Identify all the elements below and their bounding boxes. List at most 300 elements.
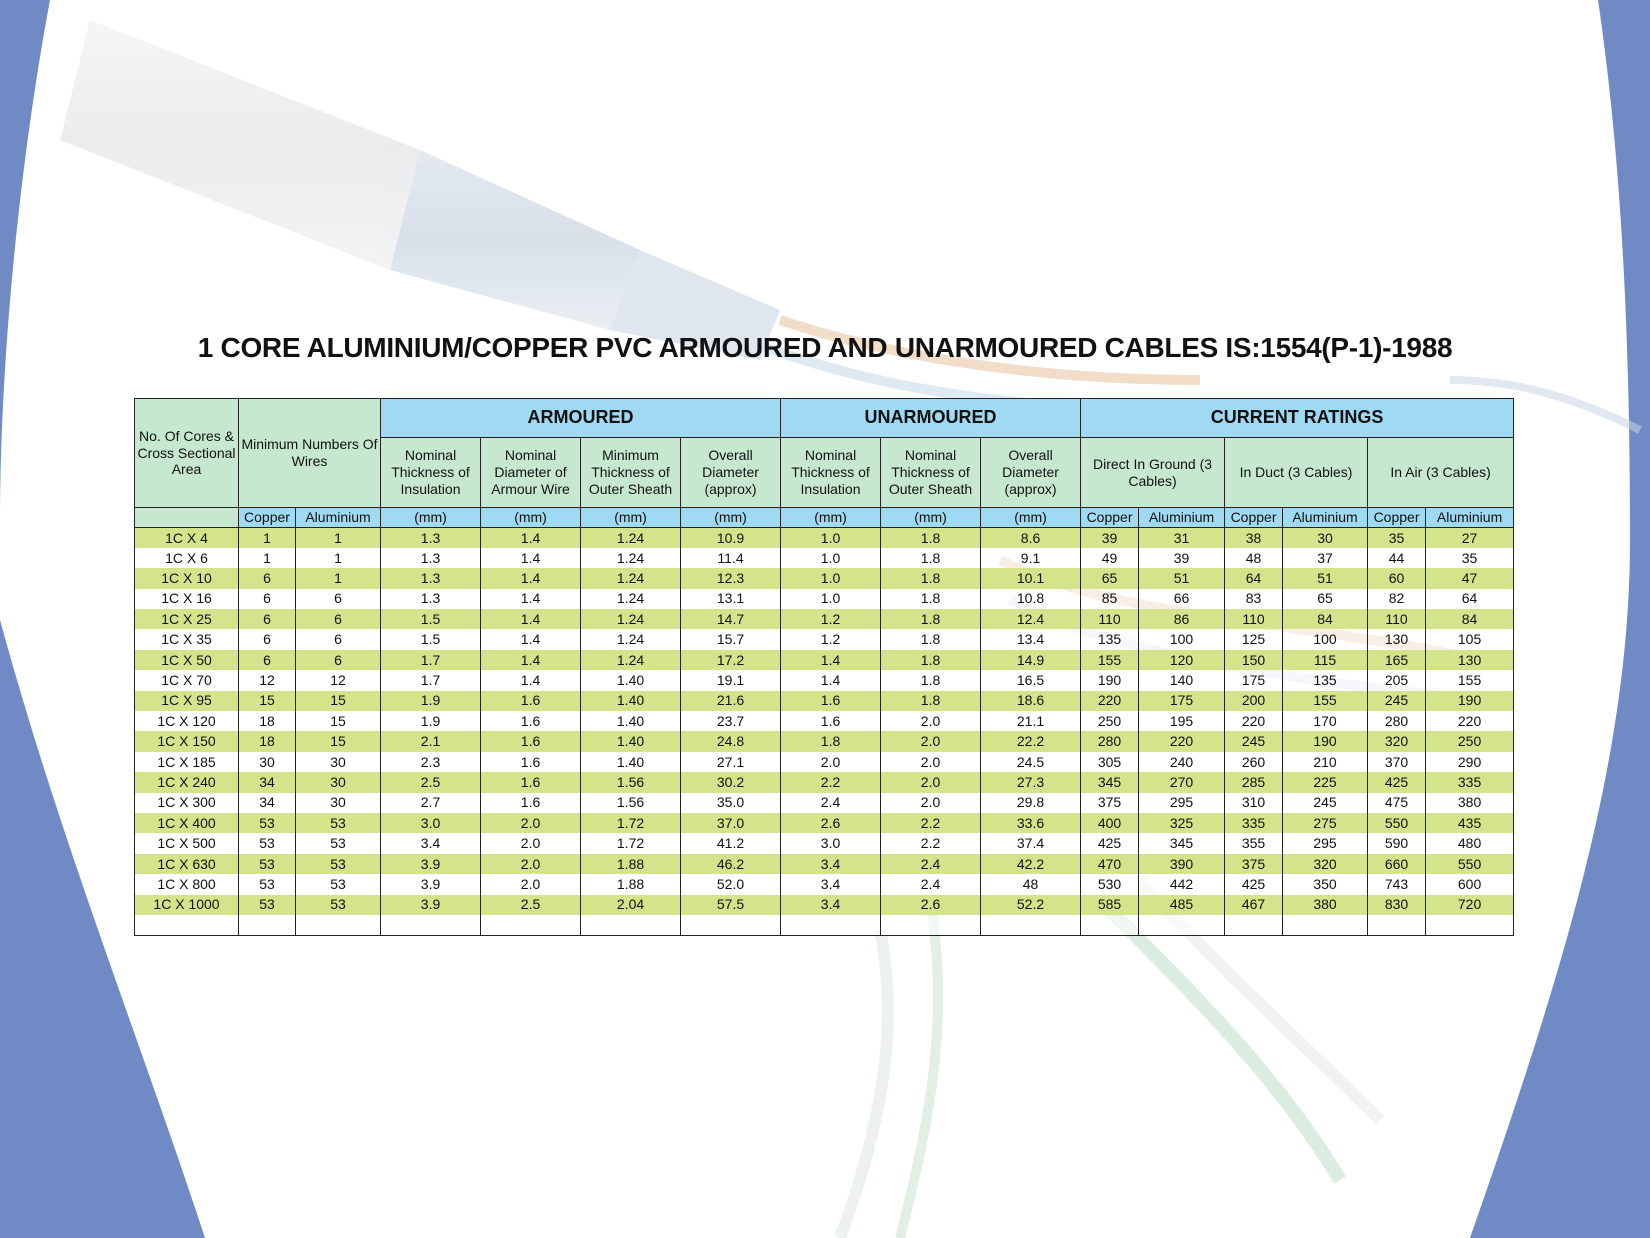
table-cell: 295 (1283, 833, 1368, 853)
table-cell: 1.4 (481, 568, 581, 588)
table-cell: 1.0 (781, 589, 881, 609)
table-cell: 110 (1368, 609, 1426, 629)
cell-size: 1C X 630 (135, 854, 239, 874)
table-cell: 27 (1426, 528, 1514, 548)
empty-cell (135, 915, 239, 935)
cell-size: 1C X 240 (135, 772, 239, 792)
table-cell: 53 (239, 874, 296, 894)
table-cell: 18 (239, 711, 296, 731)
table-cell: 1.40 (581, 670, 681, 690)
table-cell: 53 (239, 833, 296, 853)
table-row (135, 895, 1514, 915)
table-cell: 190 (1081, 670, 1139, 690)
cell-size: 1C X 500 (135, 833, 239, 853)
table-row (135, 629, 1514, 649)
table-cell: 220 (1081, 691, 1139, 711)
table-cell: 480 (1426, 833, 1514, 853)
table-cell: 6 (296, 629, 381, 649)
table-cell: 2.0 (781, 752, 881, 772)
table-cell: 470 (1081, 854, 1139, 874)
table-cell: 51 (1283, 568, 1368, 588)
table-cell: 380 (1426, 793, 1514, 813)
unit-mm: (mm) (481, 508, 581, 528)
cell-size: 1C X 50 (135, 650, 239, 670)
table-cell: 190 (1283, 731, 1368, 751)
table-cell: 2.3 (381, 752, 481, 772)
table-cell: 245 (1368, 691, 1426, 711)
table-cell: 320 (1368, 731, 1426, 751)
table-row (135, 691, 1514, 711)
cell-size: 1C X 6 (135, 548, 239, 568)
table-cell: 1.2 (781, 629, 881, 649)
table-cell: 335 (1225, 813, 1283, 833)
table-cell: 15 (296, 731, 381, 751)
table-cell: 150 (1225, 650, 1283, 670)
empty-cell (881, 915, 981, 935)
table-cell: 53 (239, 813, 296, 833)
table-row (135, 548, 1514, 568)
empty-cell (381, 915, 481, 935)
table-cell: 6 (239, 629, 296, 649)
sub-copper: Copper (239, 508, 296, 528)
table-cell: 155 (1426, 670, 1514, 690)
table-cell: 1.6 (481, 752, 581, 772)
empty-cell (681, 915, 781, 935)
table-cell: 2.0 (881, 772, 981, 792)
table-cell: 335 (1426, 772, 1514, 792)
table-cell: 27.1 (681, 752, 781, 772)
unit-mm: (mm) (881, 508, 981, 528)
table-cell: 1.88 (581, 854, 681, 874)
table-cell: 53 (296, 895, 381, 915)
header-arm-outer-sheath: Minimum Thickness of Outer Sheath (581, 438, 681, 508)
table-cell: 1.24 (581, 650, 681, 670)
header-armoured: ARMOURED (381, 399, 781, 438)
table-cell: 345 (1081, 772, 1139, 792)
unit-mm: (mm) (581, 508, 681, 528)
table-cell: 175 (1139, 691, 1225, 711)
table-cell: 1.8 (881, 609, 981, 629)
table-cell: 37.0 (681, 813, 781, 833)
table-cell: 6 (239, 568, 296, 588)
table-cell: 29.8 (981, 793, 1081, 813)
table-cell: 1.0 (781, 548, 881, 568)
empty-cell (481, 915, 581, 935)
table-cell: 21.1 (981, 711, 1081, 731)
table-cell: 84 (1426, 609, 1514, 629)
table-cell: 1.8 (881, 691, 981, 711)
table-cell: 135 (1283, 670, 1368, 690)
table-cell: 375 (1081, 793, 1139, 813)
table-cell: 3.4 (781, 854, 881, 874)
table-cell: 12.3 (681, 568, 781, 588)
table-cell: 2.0 (881, 752, 981, 772)
table-cell: 280 (1081, 731, 1139, 751)
table-cell: 47 (1426, 568, 1514, 588)
table-cell: 1.3 (381, 548, 481, 568)
table-row (135, 650, 1514, 670)
table-cell: 220 (1426, 711, 1514, 731)
table-cell: 190 (1426, 691, 1514, 711)
table-cell: 12 (239, 670, 296, 690)
empty-cell (239, 915, 296, 935)
table-cell: 205 (1368, 670, 1426, 690)
table-cell: 1.8 (881, 589, 981, 609)
table-cell: 370 (1368, 752, 1426, 772)
table-cell: 1.9 (381, 691, 481, 711)
table-cell: 225 (1283, 772, 1368, 792)
table-cell: 11.4 (681, 548, 781, 568)
table-cell: 22.2 (981, 731, 1081, 751)
table-cell: 290 (1426, 752, 1514, 772)
table-cell: 1.4 (481, 589, 581, 609)
header-unarm-insulation: Nominal Thickness of Insulation (781, 438, 881, 508)
table-cell: 325 (1139, 813, 1225, 833)
table-cell: 425 (1368, 772, 1426, 792)
table-cell: 1.8 (881, 650, 981, 670)
table-cell: 2.0 (481, 813, 581, 833)
table-cell: 3.0 (381, 813, 481, 833)
table-cell: 2.4 (781, 793, 881, 813)
table-cell: 15 (296, 711, 381, 731)
table-cell: 1.88 (581, 874, 681, 894)
table-cell: 86 (1139, 609, 1225, 629)
table-cell: 33.6 (981, 813, 1081, 833)
table-cell: 1.8 (881, 528, 981, 548)
table-row (135, 589, 1514, 609)
table-cell: 1.4 (781, 670, 881, 690)
unit-mm: (mm) (681, 508, 781, 528)
table-cell: 38 (1225, 528, 1283, 548)
header-arm-armour-wire: Nominal Diameter of Armour Wire (481, 438, 581, 508)
table-cell: 85 (1081, 589, 1139, 609)
table-cell: 660 (1368, 854, 1426, 874)
table-cell: 30 (296, 752, 381, 772)
table-cell: 590 (1368, 833, 1426, 853)
table-cell: 1.8 (781, 731, 881, 751)
table-cell: 1.4 (481, 650, 581, 670)
table-cell: 12 (296, 670, 381, 690)
table-cell: 1.6 (481, 711, 581, 731)
table-cell: 355 (1225, 833, 1283, 853)
table-cell: 467 (1225, 895, 1283, 915)
table-cell: 13.1 (681, 589, 781, 609)
table-cell: 3.9 (381, 874, 481, 894)
cell-size: 1C X 4 (135, 528, 239, 548)
table-cell: 3.4 (781, 874, 881, 894)
table-cell: 1.6 (781, 711, 881, 731)
table-cell: 6 (296, 609, 381, 629)
table-cell: 1.2 (781, 609, 881, 629)
table-cell: 200 (1225, 691, 1283, 711)
table-cell: 13.4 (981, 629, 1081, 649)
empty-cell (1426, 915, 1514, 935)
table-cell: 65 (1283, 589, 1368, 609)
table-cell: 1.40 (581, 691, 681, 711)
empty-cell (581, 915, 681, 935)
table-cell: 2.0 (481, 833, 581, 853)
table-cell: 35.0 (681, 793, 781, 813)
table-cell: 530 (1081, 874, 1139, 894)
cell-size: 1C X 95 (135, 691, 239, 711)
sub-copper: Copper (1368, 508, 1426, 528)
table-cell: 34 (239, 793, 296, 813)
table-cell: 270 (1139, 772, 1225, 792)
table-cell: 140 (1139, 670, 1225, 690)
table-cell: 100 (1139, 629, 1225, 649)
table-cell: 10.1 (981, 568, 1081, 588)
cell-size: 1C X 1000 (135, 895, 239, 915)
table-cell: 100 (1283, 629, 1368, 649)
table-cell: 15.7 (681, 629, 781, 649)
table-cell: 485 (1139, 895, 1225, 915)
table-cell: 37 (1283, 548, 1368, 568)
sub-copper: Copper (1081, 508, 1139, 528)
unit-mm: (mm) (981, 508, 1081, 528)
table-row (135, 609, 1514, 629)
table-cell: 24.8 (681, 731, 781, 751)
cell-size: 1C X 150 (135, 731, 239, 751)
cell-size: 1C X 185 (135, 752, 239, 772)
table-cell: 2.2 (881, 833, 981, 853)
table-cell: 2.0 (881, 731, 981, 751)
table-cell: 10.9 (681, 528, 781, 548)
table-cell: 41.2 (681, 833, 781, 853)
table-cell: 585 (1081, 895, 1139, 915)
sub-aluminium: Aluminium (1139, 508, 1225, 528)
table-cell: 53 (296, 874, 381, 894)
table-row (135, 568, 1514, 588)
table-cell: 1.24 (581, 528, 681, 548)
table-cell: 830 (1368, 895, 1426, 915)
table-cell: 35 (1426, 548, 1514, 568)
table-cell: 53 (239, 854, 296, 874)
table-row (135, 854, 1514, 874)
table-row (135, 874, 1514, 894)
table-cell: 1.4 (481, 670, 581, 690)
table-cell: 2.0 (481, 874, 581, 894)
table-cell: 165 (1368, 650, 1426, 670)
table-cell: 21.6 (681, 691, 781, 711)
table-cell: 14.7 (681, 609, 781, 629)
header-unarm-overall-dia: Overall Diameter (approx) (981, 438, 1081, 508)
table-cell: 743 (1368, 874, 1426, 894)
table-cell: 1.6 (481, 793, 581, 813)
table-cell: 48 (1225, 548, 1283, 568)
table-cell: 130 (1426, 650, 1514, 670)
header-in-duct: In Duct (3 Cables) (1225, 438, 1368, 508)
table-body (135, 528, 1514, 936)
table-cell: 18 (239, 731, 296, 751)
empty-cell (1139, 915, 1225, 935)
header-arm-insulation: Nominal Thickness of Insulation (381, 438, 481, 508)
table-cell: 425 (1081, 833, 1139, 853)
table-row (135, 793, 1514, 813)
table-cell: 3.9 (381, 895, 481, 915)
table-cell: 2.1 (381, 731, 481, 751)
table-cell: 1 (239, 548, 296, 568)
table-cell: 65 (1081, 568, 1139, 588)
table-cell: 720 (1426, 895, 1514, 915)
table-cell: 3.0 (781, 833, 881, 853)
table-cell: 1 (296, 548, 381, 568)
table-cell: 64 (1426, 589, 1514, 609)
table-cell: 37.4 (981, 833, 1081, 853)
table-cell: 250 (1081, 711, 1139, 731)
table-row (135, 752, 1514, 772)
header-unarmoured: UNARMOURED (781, 399, 1081, 438)
table-cell: 1.8 (881, 629, 981, 649)
table-cell: 260 (1225, 752, 1283, 772)
table-cell: 550 (1426, 854, 1514, 874)
table-cell: 1 (239, 528, 296, 548)
header-current-ratings: CURRENT RATINGS (1081, 399, 1514, 438)
table-cell: 1.5 (381, 629, 481, 649)
table-cell: 350 (1283, 874, 1368, 894)
table-cell: 2.2 (781, 772, 881, 792)
table-cell: 375 (1225, 854, 1283, 874)
cell-size: 1C X 35 (135, 629, 239, 649)
table-cell: 380 (1283, 895, 1368, 915)
table-cell: 195 (1139, 711, 1225, 731)
table-cell: 1.8 (881, 568, 981, 588)
table-cell: 1.40 (581, 731, 681, 751)
sub-aluminium: Aluminium (1426, 508, 1514, 528)
table-cell: 1.7 (381, 650, 481, 670)
header-unarm-outer-sheath: Nominal Thickness of Outer Sheath (881, 438, 981, 508)
table-cell: 2.0 (881, 793, 981, 813)
table-cell: 53 (296, 813, 381, 833)
table-cell: 60 (1368, 568, 1426, 588)
table-cell: 53 (296, 833, 381, 853)
empty-cell (1368, 915, 1426, 935)
table-cell: 27.3 (981, 772, 1081, 792)
table-row (135, 731, 1514, 751)
table-cell: 6 (296, 589, 381, 609)
table-cell: 39 (1081, 528, 1139, 548)
table-cell: 17.2 (681, 650, 781, 670)
header-cores-area: No. Of Cores & Cross Sectional Area (135, 399, 239, 508)
cell-size: 1C X 70 (135, 670, 239, 690)
table-cell: 1.6 (481, 691, 581, 711)
table-cell: 442 (1139, 874, 1225, 894)
table-row (135, 833, 1514, 853)
cable-spec-table (134, 398, 1514, 936)
header-direct-in-ground: Direct In Ground (3 Cables) (1081, 438, 1225, 508)
table-cell: 1.24 (581, 548, 681, 568)
table-cell: 120 (1139, 650, 1225, 670)
table-cell: 53 (296, 854, 381, 874)
table-row (135, 528, 1514, 548)
table-cell: 42.2 (981, 854, 1081, 874)
table-row (135, 670, 1514, 690)
table-cell: 295 (1139, 793, 1225, 813)
table-cell: 31 (1139, 528, 1225, 548)
table-cell: 425 (1225, 874, 1283, 894)
table-cell: 1.40 (581, 752, 681, 772)
table-cell: 170 (1283, 711, 1368, 731)
table-cell: 245 (1283, 793, 1368, 813)
table-cell: 52.2 (981, 895, 1081, 915)
table-cell: 1.56 (581, 793, 681, 813)
table-cell: 2.5 (481, 895, 581, 915)
table-cell: 16.5 (981, 670, 1081, 690)
table-cell: 44 (1368, 548, 1426, 568)
table-row (135, 711, 1514, 731)
table-cell: 1 (296, 528, 381, 548)
table-cell: 1.9 (381, 711, 481, 731)
table-cell: 1.3 (381, 568, 481, 588)
table-cell: 1.72 (581, 833, 681, 853)
table-cell: 6 (296, 650, 381, 670)
table-cell: 1.6 (481, 731, 581, 751)
empty-cell (1283, 915, 1368, 935)
table-cell: 2.4 (881, 854, 981, 874)
table-cell: 35 (1368, 528, 1426, 548)
table-cell: 10.8 (981, 589, 1081, 609)
header-blank (135, 508, 239, 528)
table-cell: 57.5 (681, 895, 781, 915)
cell-size: 1C X 300 (135, 793, 239, 813)
table-cell: 175 (1225, 670, 1283, 690)
table-cell: 1.4 (481, 629, 581, 649)
table-cell: 390 (1139, 854, 1225, 874)
table-cell: 220 (1139, 731, 1225, 751)
table-cell: 115 (1283, 650, 1368, 670)
table-cell: 15 (296, 691, 381, 711)
table-cell: 52.0 (681, 874, 781, 894)
table-cell: 48 (981, 874, 1081, 894)
table-cell: 155 (1283, 691, 1368, 711)
sub-aluminium: Aluminium (1283, 508, 1368, 528)
table-cell: 240 (1139, 752, 1225, 772)
cell-size: 1C X 16 (135, 589, 239, 609)
table-cell: 130 (1368, 629, 1426, 649)
table-cell: 30 (1283, 528, 1368, 548)
table-cell: 275 (1283, 813, 1368, 833)
table-cell: 1.0 (781, 528, 881, 548)
left-side-panel (0, 0, 50, 520)
table-cell: 6 (239, 609, 296, 629)
table-cell: 39 (1139, 548, 1225, 568)
empty-cell (981, 915, 1081, 935)
table-row (135, 772, 1514, 792)
table-cell: 1.6 (781, 691, 881, 711)
table-cell: 30 (239, 752, 296, 772)
table-cell: 51 (1139, 568, 1225, 588)
table-cell: 1.5 (381, 609, 481, 629)
unit-mm: (mm) (381, 508, 481, 528)
table-cell: 2.7 (381, 793, 481, 813)
table-cell: 2.0 (481, 854, 581, 874)
table-cell: 600 (1426, 874, 1514, 894)
table-cell: 6 (239, 650, 296, 670)
cell-size: 1C X 800 (135, 874, 239, 894)
table-cell: 2.04 (581, 895, 681, 915)
table-cell: 1.24 (581, 568, 681, 588)
table-cell: 3.4 (781, 895, 881, 915)
table-cell: 220 (1225, 711, 1283, 731)
table-row-filler (135, 915, 1514, 935)
table-cell: 1.4 (781, 650, 881, 670)
table-cell: 310 (1225, 793, 1283, 813)
table-cell: 1.3 (381, 528, 481, 548)
table-cell: 2.0 (881, 711, 981, 731)
table-cell: 245 (1225, 731, 1283, 751)
table-cell: 320 (1283, 854, 1368, 874)
sub-aluminium: Aluminium (296, 508, 381, 528)
table-cell: 12.4 (981, 609, 1081, 629)
